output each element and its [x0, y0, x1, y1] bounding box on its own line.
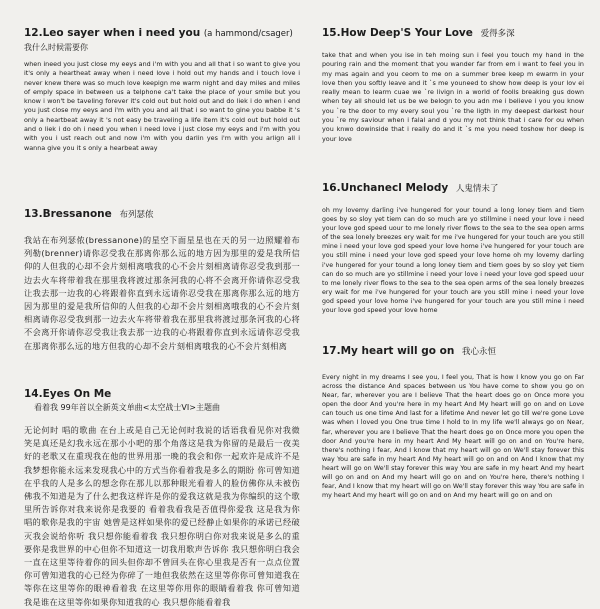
- song-17-number-title: 17.My heart will go on: [322, 345, 455, 357]
- song-17-lyrics: Every night in my dreams I see you, I feel you, That is how I know you go on Far across the distance And spaces between us You have come to show you go on Near, far, wherever you are I believe That the heart does go on Once more you open the door And you're here in my heart And My heart will go on and on Love can touch us one time And last for a lifetime And never let go till we're gone Love was when I loved you One true time I hold to In my life we'll always go on Near, far, wherever you are I believe That the heart does go on Once more you open the door And you're here in my heart And My heart will go on and on You're here, there's nothing I fear, And I know that my heart will go on We'll stay forever this way You are safe in my heart And My heart will go on and on And I know that my heart will go on We'll stay forever this way You are safe in my heart And my heart will go on and on And my heart will go on and on You're here, there's nothing I fear, And I know that my heart will go on We'll stay forever this way You are safe in my heart And my heart will go on and on And my heart will go on and on: [322, 374, 584, 500]
- song-12-lyrics: when ineed you just close my eeys and i'm with you and all that i so want to give you it's only a heartheat away when i need love i hold out my hands and i touch love i never knew there was so much love keepign me warm night and day miles and miles of emply space in between us a telphone ca't take the place of your smile but you know i won't be taveling forever it's cold out but hold out and do liek i do when i end you just close my eeys and i'm with you and all that i so want to gine you babbe it 's only a heartbeat away it 's not easy be traveling a life item it's cold out but hold out and o liek i do oh i need you when i need love i just close my eeys and i'm with you with you i ust reach out and now i'm with you darlin yes i'm with you arlign all i wanna give you it s only a hearbeat away: [24, 60, 300, 152]
- song-14-subtitle: 看着我 99年首以全新英文单曲<太空战士VI>主题曲: [34, 403, 220, 412]
- song-13-title: [24, 208, 300, 222]
- song-14-lyrics: 无论何时 唱的歌曲 在台上或是自己无论何时我说的话语我看见你对我微笑是真还是幻我永远在那小小吧的那个角落这是我为你留的是最后一夜美好的老歌又在重现我在他的世界用那一晚的我会和你一起欢许是成许不是我梦想你能永远来发现我心中的方式当你看着我是多么的期盼 你可曾知道在乎我的人是多么的想念你在那儿以那种眼光看着人的脸仿佛你从未被伤佛我不知道是为了什么把我这样许是你的爱我这就是我为你编织的这个歌里所告诉你对我来说你是我要的 看着我看我是否值得你爱我 这是我为你唱的歌你是我的宇宙 她曾是这样如果你的爱已经静止如果你的承诺已经破灭我会说给你听 我只想你能看着我 我只想你明白你对我来说是多么的重要你是我世界的中心但你不知道这一切我用歌声告诉你 我只想你明白我会一直在这里等待着你的回头但你却不曾回头在你心里我是否有一点点位置 你可曾知道我的心已经为你碎了一地但我依然在这里等你你可曾知道我在等你在这里等你的眼神看着我 在这里等你用你的眼睛看着我 你可曾知道我是谁在这里等你如果你知道我的心 我只想你能看着我: [24, 425, 300, 607]
- song-14: [24, 388, 300, 607]
- song-16-cn-title: 人鬼情未了: [455, 184, 499, 194]
- song-16-lyrics: oh my lovemy darling i've hungered for your tound a long loney tiem and tiem goes by so sloy yet tiem can do so much are yo stillmine i need your love i need your love god speed uour to me lonely river flows to the sea to the sea open arms of the sea lonely breezes ery wait for me i've hungered for your touch are you still mine i need your love god speed your love home i've hungered for your touch are you still mine i need your love god speed your love home oh my lovemy darling i've hungered for your tound a long loney tiem and tiem goes by so sloy yet tiem can do so much are yo stillmine i need your love i need your love god speed uour to me lonely river flows to the sea to the sea open arms of the sea lonely breezes ery wait for me i've hungered for your touch are you still mine i need your love god speed your love home i've hungered for your touch are you still mine i need your love god speed your love home: [322, 207, 584, 315]
- song-13-cn-title: 布列瑟侬: [119, 210, 154, 220]
- song-15-cn-title: 爱得多深: [480, 29, 515, 39]
- song-12-number-title: 12.Leo sayer when i need you: [24, 27, 201, 39]
- song-16: [322, 182, 584, 334]
- song-15-number-title: 15.How Deep'S Your Love: [322, 27, 473, 39]
- song-17: [322, 345, 584, 585]
- song-13-lyrics: 我站在布列瑟侬(bressanone)的星空下面星星也在天的另一边照耀着布列勒(brenner)请你忍受我在那离你那么远的地方因为那里的爱是我所信仰的人但我的心却不会片刻相离哦我的心不会片刻相离请你忍受我到那一边去火车将带着我在那里我将渡过那条河我的心将不会离开你请你忍受我让我去那一边我的心将跟着你直到永远请你忍受我在那离你那么远的地方因为那里的爱是我所信仰的人但我的心却不会片刻相离哦我的心不会片刻相离请你忍受我到那一边去火车将带着我在那里我将渡过那条河我的心将不会离开你请你忍受我让我去那一边我的心将跟着你直到永远请你忍受我在那离你那么远的地方但我的心却不会片刻相离哦我的心不会片刻相离: [24, 235, 300, 351]
- song-16-title: [322, 182, 584, 196]
- song-12-title: [24, 27, 300, 41]
- song-15: [322, 27, 584, 167]
- song-13-number-title: 13.Bressanone: [24, 208, 112, 220]
- song-15-title: [322, 27, 584, 41]
- song-17-cn-title: 我心永恒: [461, 347, 496, 357]
- song-12-cn-title: 我什么时候需要你: [24, 43, 88, 52]
- song-14-number-title: 14.Eyes On Me: [24, 388, 112, 400]
- song-12: [24, 27, 300, 190]
- song-12-credit: (a hammond/csager): [203, 29, 293, 39]
- song-13: [24, 208, 300, 366]
- song-16-number-title: 16.Unchanecl Melody: [322, 182, 449, 194]
- song-15-lyrics: take that and when you ise in teh moing sun i feel you touch my hand in the pouring rain and the moment that you wander far from em i want to feel you in my mas again and you ceom to me on a summer bree keep m ewarm in your love then you softly leave and it `s me youneed to show how deep is your lov ei really mean to learm cuae we `re livign in a world of foolls breaking gus down when tey all should let us be we belogn to you adn me i believe i you you know you `re the door to my every soul you `re the ligth in my deepest darkest hour you `re my saviour when i falal and d you my not think that i care for ou when you knwo dowinside that i really do and it `s me you need toshow hor deep is your love: [322, 51, 584, 143]
- song-14-title: [24, 388, 300, 401]
- song-17-title: [322, 345, 584, 359]
